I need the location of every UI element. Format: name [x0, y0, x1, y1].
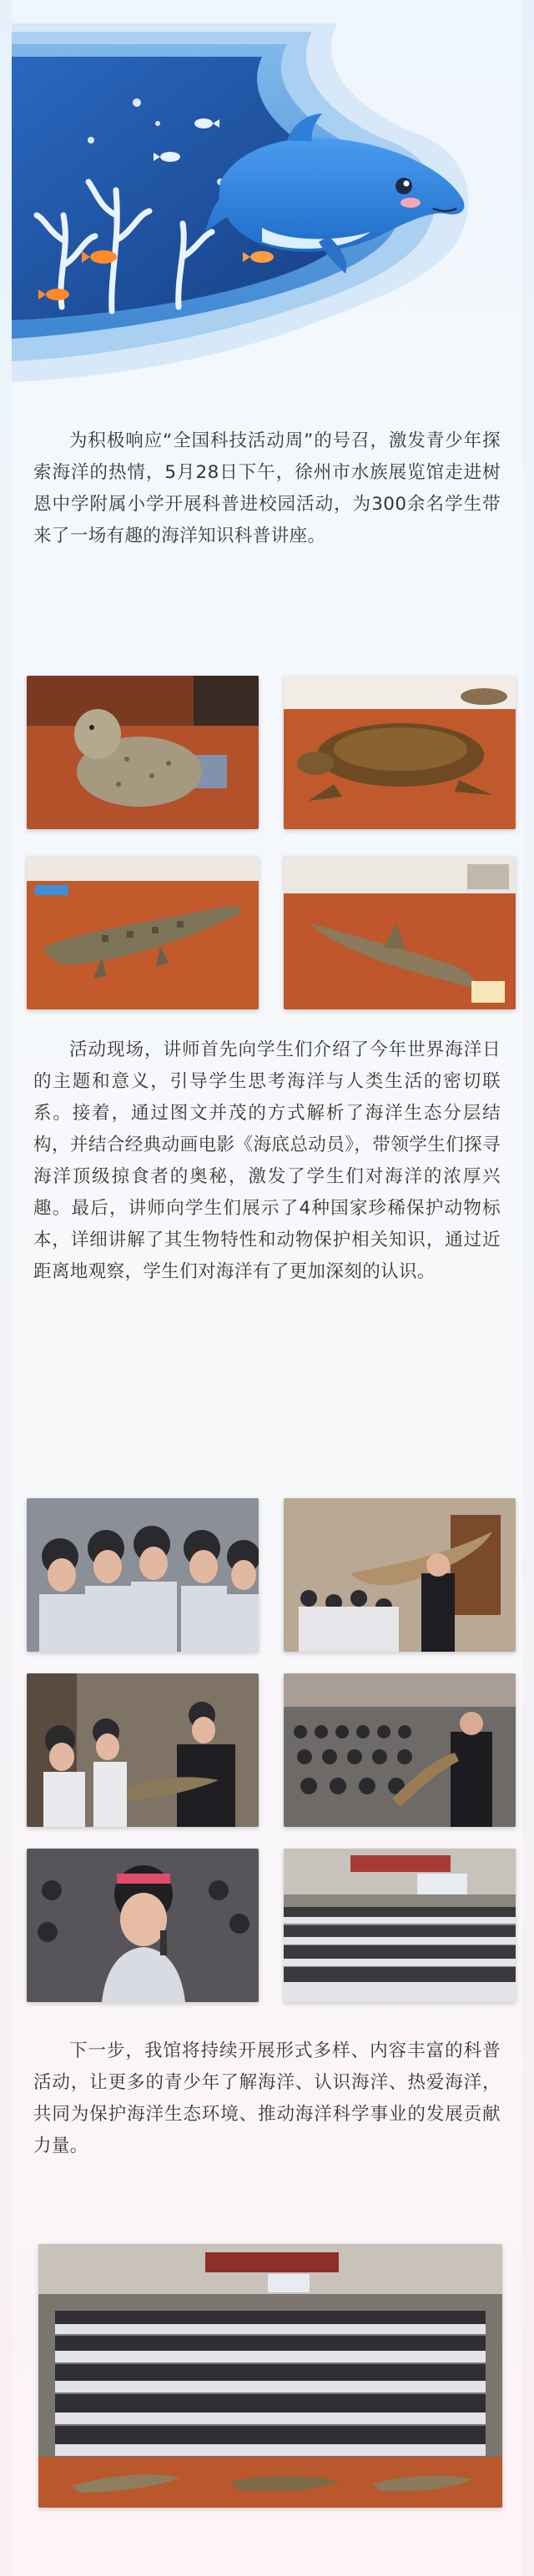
closing-paragraph: 下一步，我馆将持续开展形式多样、内容丰富的科普活动，让更多的青少年了解海洋、认识海洋、热爱海洋，共同为保护海洋生态环境、推动海洋科学事业的发展贡献力量。 — [33, 2040, 501, 2156]
intro-paragraph: 为积极响应“全国科技活动周”的号召，激发青少年探索海洋的热情，5月28日下午，徐州市水族展览馆走进树恩中学附属小学开展科普进校园活动，为300余名学生带来了一场有趣的海洋知识科普讲座。 — [33, 430, 501, 546]
ocean-scene-graphic — [12, 23, 522, 382]
header-illustration — [12, 23, 522, 382]
sea-turtle-specimen-photo — [284, 676, 516, 829]
students-touching-specimen-photo — [27, 1673, 259, 1827]
crocodile-specimen-photo — [27, 856, 259, 1009]
activity-paragraph: 活动现场，讲师首先向学生们介绍了今年世界海洋日的主题和意义，引导学生思考海洋与人类生活的密切联系。接着，通过图文并茂的方式解析了海洋生态分层结构，并结合经典动画电影《海底总动员》，带领学生们探寻海洋顶级掠食者的奥秘，激发了学生们对海洋的浓厚兴趣。最后，讲师向学生们展示了4种国家珍稀保护动物标本，详细讲解了其生物特性和动物保护相关知识，通过近距离地观察，学生们对海洋有了更加深刻的认识。 — [33, 1039, 501, 1282]
group-photo — [38, 2244, 502, 2508]
classroom-audience-photo — [284, 1673, 516, 1827]
shark-specimen-photo — [284, 856, 516, 1009]
lecture-hall-audience-photo — [284, 1849, 516, 2002]
teacher-showing-shark-photo — [284, 1498, 516, 1652]
girl-asking-question-photo — [27, 1849, 259, 2002]
students-listening-photo — [27, 1498, 259, 1652]
seal-specimen-photo — [27, 676, 259, 829]
article-background — [12, 0, 522, 2576]
